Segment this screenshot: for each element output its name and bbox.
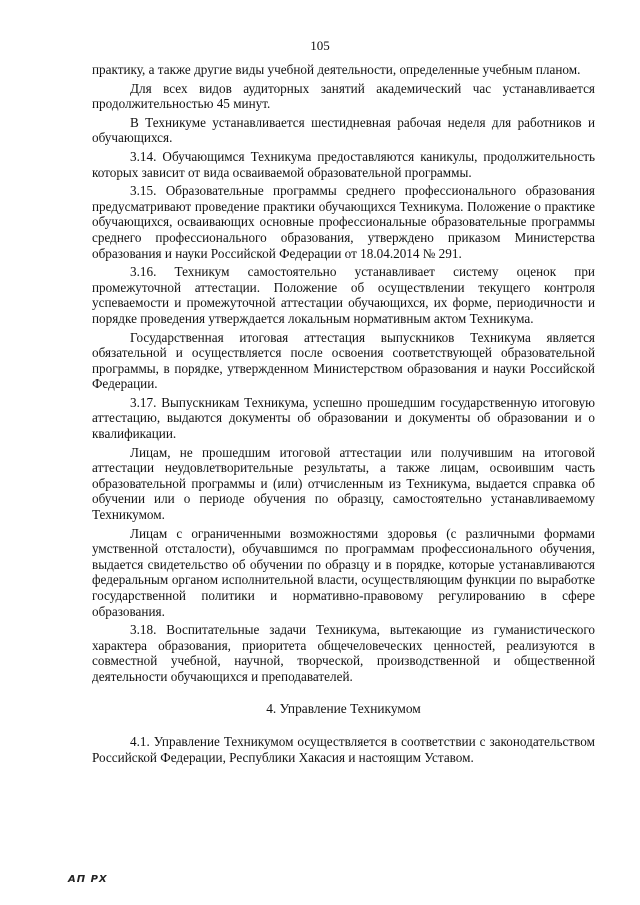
paragraph-4-1: 4.1. Управление Техникумом осуществляется в соответствии с законодательством Российской Федерации, Республики Хакасия и настоящим Уставом.	[92, 734, 595, 765]
paragraph-3-15: 3.15. Образовательные программы среднего профессионального образования предусматривают проведение практики обучающихся Техникума. Положение о практике обучающихся, осваивающих основные профессиональные образовательные программы среднего профессионального образования, утверждено приказом Министерства образования и науки Российской Федерации от 18.04.2014 № 291.	[92, 183, 595, 261]
paragraph-3-18: 3.18. Воспитательные задачи Техникума, вытекающие из гуманистического характера образования, приоритета общечеловеческих ценностей, реализуются в совместной учебной, научной, творческой, производственной и общественной деятельности обучающихся и преподавателей.	[92, 622, 595, 684]
page-body	[92, 62, 595, 768]
paragraph-disabilities: Лицам с ограниченными возможностями здоровья (с различными формами умственной отсталости), обучавшимся по программам профессионального обучения, выдается свидетельство об обучении по образцу и в порядке, которые устанавливаются федеральным органом исполнительной власти, осуществляющим функции по выработке государственной политики и нормативно-правовому регулированию в сфере образования.	[92, 525, 595, 619]
paragraph-work-week: В Техникуме устанавливается шестидневная рабочая неделя для работников и обучающихся.	[92, 114, 595, 146]
paragraph-certificate: Лицам, не прошедшим итоговой аттестации или получившим на итоговой аттестации неудовлетворительные результаты, а также лицам, освоившим часть образовательной программы и (или) отчисленным из Техникума, выдается справка об обучении или о периоде обучения по образцу, самостоятельно устанавливаемому Техникумом.	[92, 444, 595, 523]
paragraph-3-17: 3.17. Выпускникам Техникума, успешно прошедшим государственную итоговую аттестацию, выдаются документы об образовании и документы об образовании и о квалификации.	[92, 394, 595, 442]
section-title: 4. Управление Техникумом	[266, 700, 421, 716]
paragraph-continuation: практику, а также другие виды учебной деятельности, определенные учебным планом.	[92, 62, 581, 77]
paragraph-state-attestation: Государственная итоговая аттестация выпускников Техникума является обязательной и осуществляется после освоения соответствующей образовательной программы, в порядке, утвержденном Министерством образования и науки Российской Федерации.	[92, 329, 595, 392]
paragraph-3-16: 3.16. Техникум самостоятельно устанавливает систему оценок при промежуточной аттестации. Положение об осуществлении текущего контроля успеваемости и промежуточной аттестации обучающихся, их форме, периодичности и порядке проведения утверждается локальным нормативным актом Техникума.	[92, 264, 595, 326]
footer-mark: АП РХ	[68, 874, 108, 885]
paragraph-academic-hour: Для всех видов аудиторных занятий академический час устанавливается продолжительностью 45 минут.	[92, 80, 595, 112]
paragraph-3-14: 3.14. Обучающимся Техникума предоставляются каникулы, продолжительность которых зависит от вида осваиваемой образовательной программы.	[92, 148, 595, 180]
page-number: 105	[310, 38, 330, 53]
